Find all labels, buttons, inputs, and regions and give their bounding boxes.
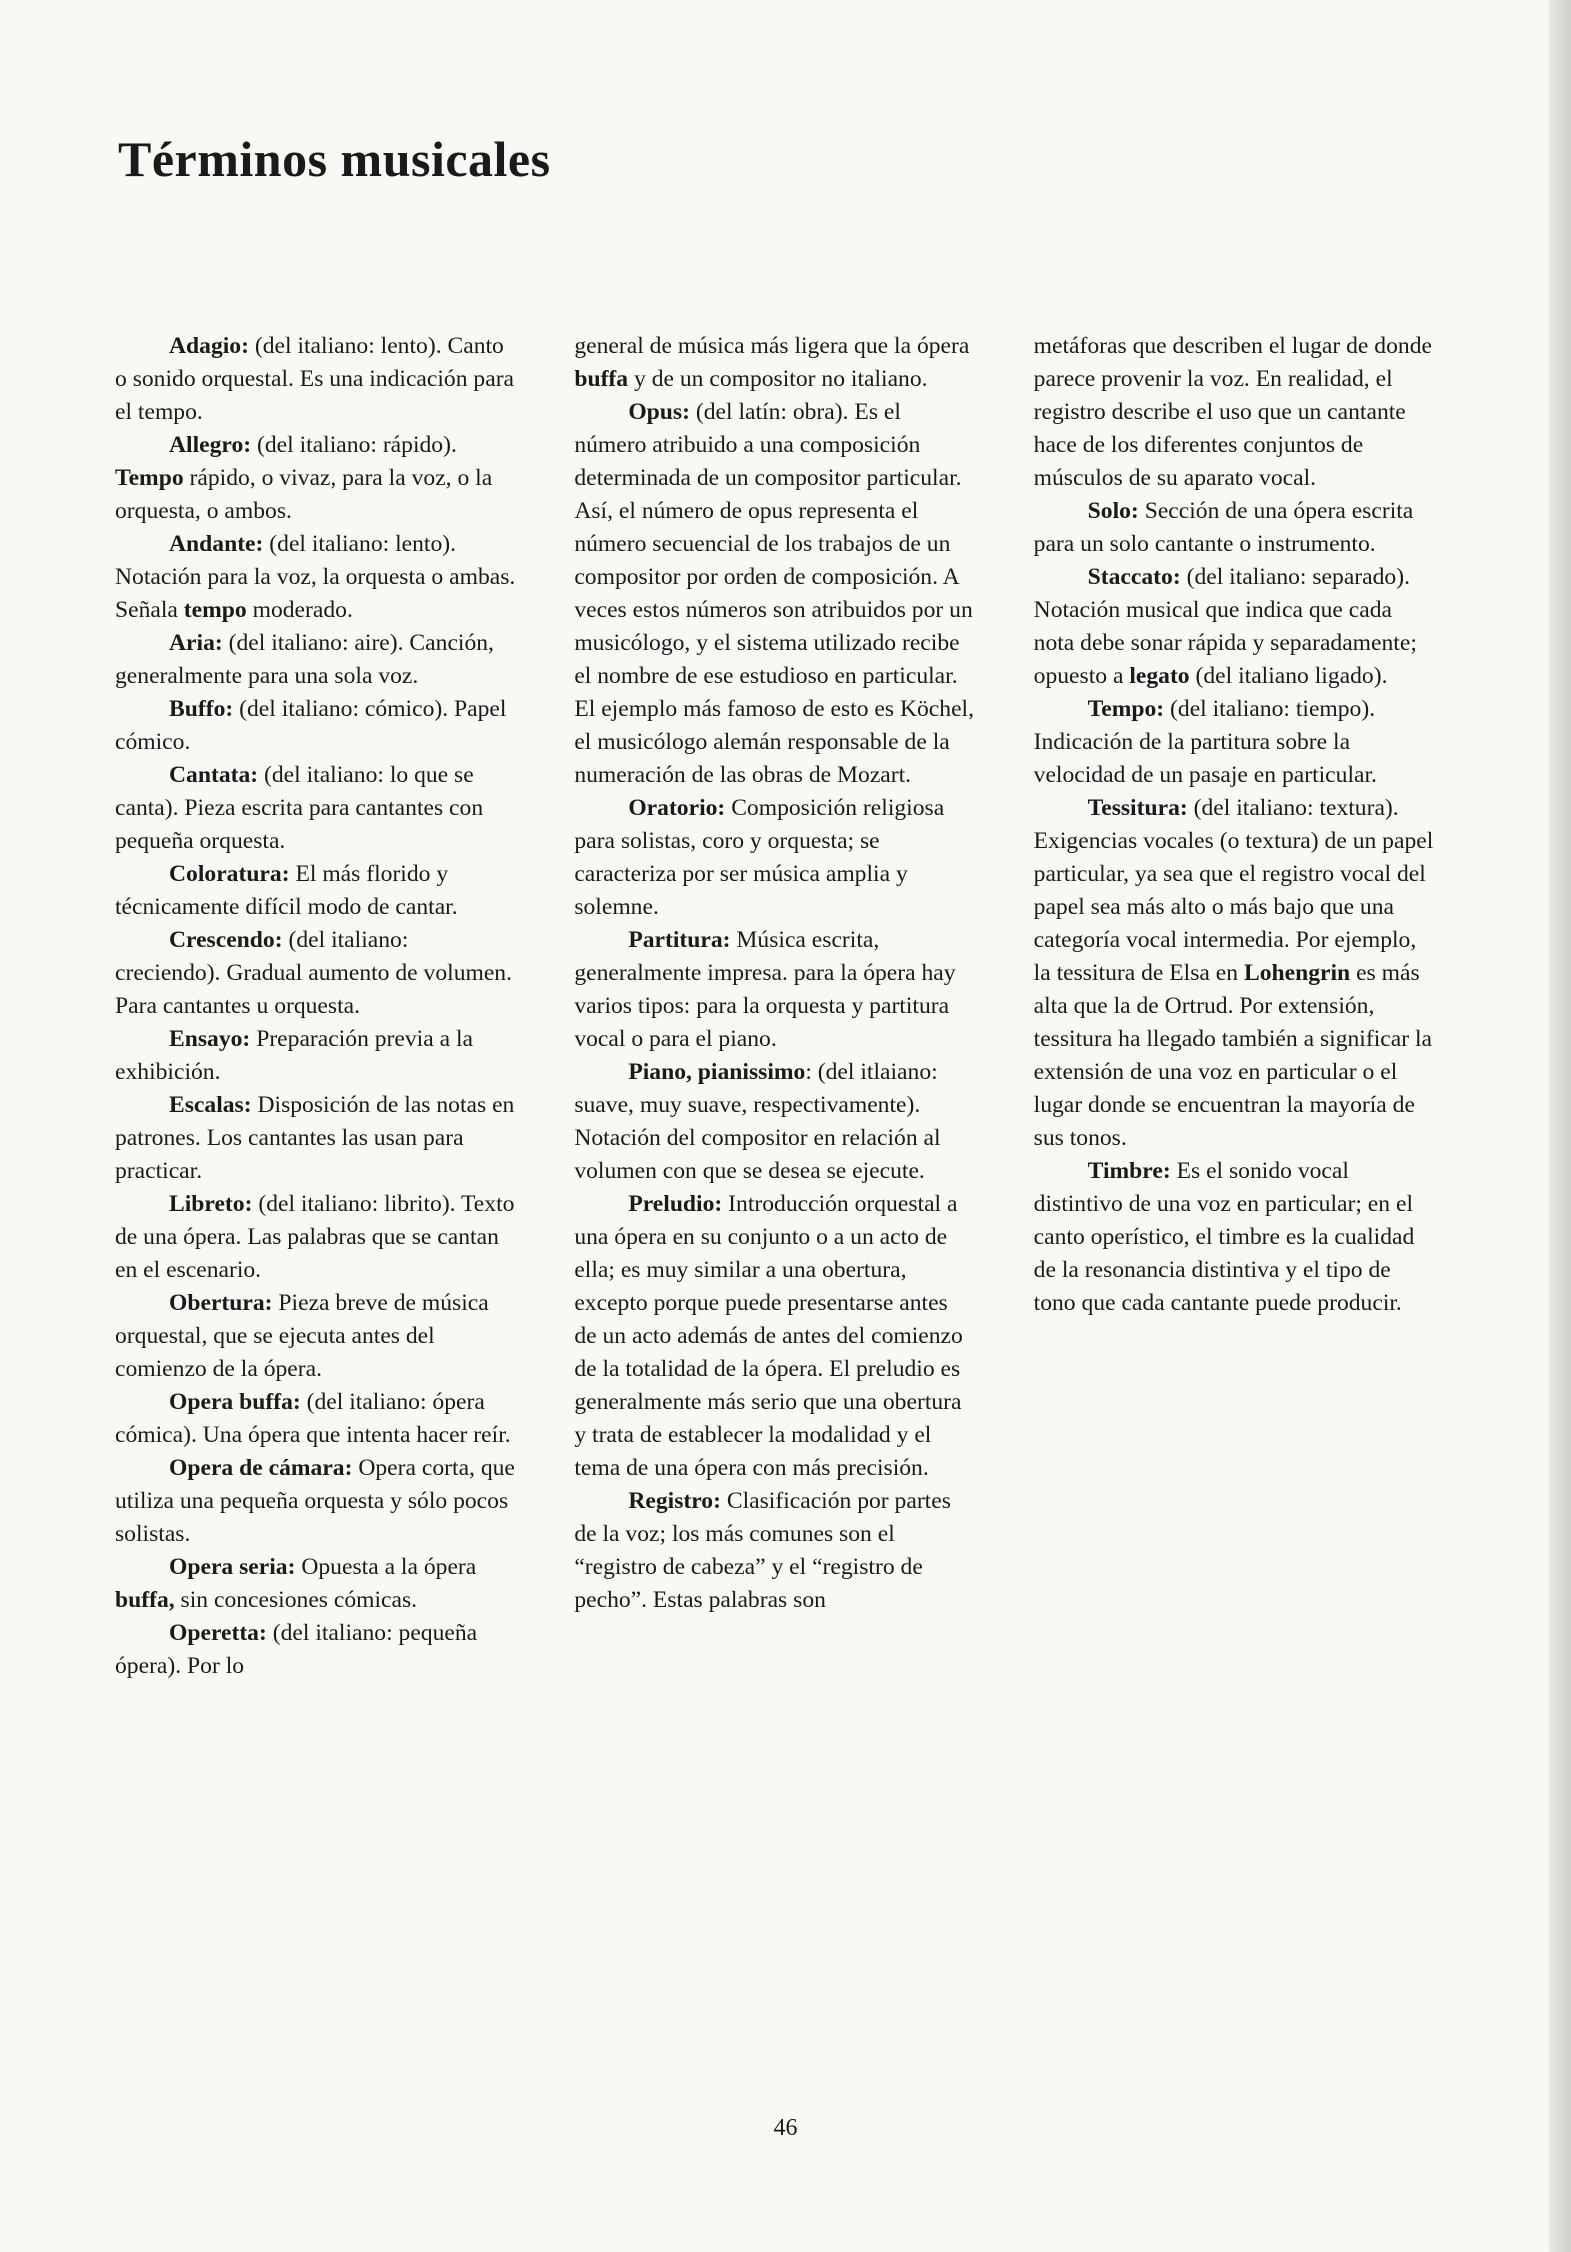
glossary-entry [115,627,516,693]
glossary-definition: (del italiano ligado). [1189,663,1388,689]
glossary-term: Opera buffa: [169,1389,301,1415]
glossary-term: Buffo: [169,696,234,722]
glossary-definition: (del italiano: separado). Notación musical que indica que cada nota debe sonar rápida y separadamente; opuesto a [1033,564,1417,689]
glossary-definition: Introducción orquestal a una ópera en su conjunto o a un acto de ella; es muy similar a una obertura, excepto porque puede presentarse antes de un acto además de antes del comienzo de la totalidad de la ópera. El preludio es generalmente más serio que una obertura y trata de establecer la modalidad y el tema de una ópera con más precisión. [574,1191,963,1481]
glossary-definition: (del italiano: rápido). [251,432,457,458]
glossary-definition: Es el sonido vocal distintivo de una voz en particular; en el canto operístico, el timbre es la cualidad de la resonancia distintiva y el tipo de tono que cada cantante puede producir. [1033,1158,1415,1316]
glossary-entry [115,1551,516,1617]
glossary-definition: y de un compositor no italiano. [628,366,928,392]
glossary-emphasis: buffa [574,366,629,392]
glossary-entry [115,759,516,858]
glossary-entry-continuation [574,330,975,396]
glossary-column-2 [574,330,975,1683]
glossary-entry [115,858,516,924]
glossary-entry [115,1386,516,1452]
glossary-emphasis: tempo [183,597,247,623]
glossary-term: Aria: [169,630,223,656]
glossary-emphasis: buffa, [115,1587,175,1613]
glossary-definition: (del italiano: cómico). Papel cómico. [115,696,507,755]
glossary-definition: El más florido y técnicamente difícil modo de cantar. [115,861,458,920]
glossary-definition: (del italiano: textura). Exigencias vocales (o textura) de un papel particular, ya sea que el registro vocal del papel sea más alto o más bajo que una categoría vocal intermedia. Por ejemplo, la tessitura de Elsa en [1033,795,1434,986]
glossary-entry [115,1617,516,1683]
glossary-definition: (del italiano: lo que se canta). Pieza escrita para cantantes con pequeña orquesta. [115,762,484,854]
glossary-definition: (del italiano: librito). Texto de una ópera. Las palabras que se cantan en el escenario. [115,1191,515,1283]
glossary-term: Allegro: [169,432,252,458]
glossary-entry [115,1023,516,1089]
glossary-emphasis: Lohengrin [1243,960,1351,986]
glossary-definition: Preparación previa a la exhibición. [115,1026,474,1085]
glossary-term: Libreto: [169,1191,253,1217]
glossary-entry [1034,1155,1435,1320]
glossary-term: Tessitura: [1087,795,1188,821]
glossary-term: Obertura: [169,1290,273,1316]
glossary-definition: Música escrita, generalmente impresa. para la ópera hay varios tipos: para la orquesta y partitura vocal o para el piano. [574,927,956,1052]
page-title: Términos musicales [118,131,551,187]
glossary-definition: Sección de una ópera escrita para un solo cantante o instrumento. [1033,498,1414,557]
glossary-term: Escalas: [169,1092,252,1118]
glossary-definition: rápido, o vivaz, para la voz, o la orquesta, o ambos. [115,465,493,524]
glossary-entry [574,792,975,924]
glossary-entry [574,924,975,1056]
glossary-emphasis: Tempo [115,465,184,491]
glossary-entry-continuation [1034,330,1435,495]
glossary-term: Preludio: [628,1191,723,1217]
glossary-definition: Opera corta, que utiliza una pequeña orquesta y sólo pocos solistas. [115,1455,515,1547]
glossary-entry [574,1056,975,1188]
glossary-entry [574,396,975,792]
glossary-entry [115,1452,516,1551]
page-number: 46 [773,2115,798,2141]
glossary-term: Cantata: [169,762,259,788]
glossary-entry [1034,495,1435,561]
glossary-entry [115,1287,516,1386]
glossary-term: Crescendo: [169,927,283,953]
glossary-term: Opera de cámara: [169,1455,353,1481]
glossary-definition: Opuesta a la ópera [295,1554,477,1580]
glossary-column-3 [1034,330,1435,1683]
glossary-definition: Disposición de las notas en patrones. Los cantantes las usan para practicar. [115,1092,515,1184]
glossary-term: Ensayo: [169,1026,251,1052]
glossary-entry [574,1485,975,1617]
glossary-term: Solo: [1087,498,1139,524]
glossary-entry [115,1188,516,1287]
glossary-term: Operetta: [169,1620,267,1646]
glossary-term: Opera seria: [169,1554,296,1580]
glossary-term: Opus: [628,399,690,425]
glossary-entry [1034,792,1435,1155]
glossary-definition: (del italiano: ópera cómica). Una ópera que intenta hacer reír. [115,1389,511,1448]
glossary-definition: moderado. [246,597,353,623]
glossary-definition: (del italiano: aire). Canción, generalmente para una sola voz. [115,630,494,689]
glossary-entry [115,693,516,759]
glossary-entry [115,1089,516,1188]
glossary-entry [1034,561,1435,693]
glossary-definition: metáforas que describen el lugar de donde parece provenir la voz. En realidad, el registro describe el uso que un cantante hace de los diferentes conjuntos de músculos de su aparato vocal. [1033,333,1432,491]
glossary-entry [574,1188,975,1485]
glossary-definition: sin concesiones cómicas. [174,1587,418,1613]
glossary-definition: es más alta que la de Ortrud. Por extensión, tessitura ha llegado también a significar la extensión de una voz en particular o el lugar donde se encuentran la mayoría de sus tonos. [1033,960,1432,1151]
glossary-definition: (del italiano: lento). Canto o sonido orquestal. Es una indicación para el tempo. [115,333,515,425]
glossary-definition: (del italiano: pequeña ópera). Por lo [115,1620,478,1679]
glossary-entry [115,528,516,627]
glossary-entry [1034,693,1435,792]
glossary-term: Timbre: [1087,1158,1171,1184]
glossary-entry [115,924,516,1023]
glossary-entry [115,330,516,429]
glossary-columns [115,330,1435,1683]
glossary-definition: (del latín: obra). Es el número atribuido a una composición determinada de un compositor particular. Así, el número de opus representa el número secuencial de los trabajos de un compositor por orden de composición. A veces estos números son atribuidos por un musicólogo, y el sistema utilizado recibe el nombre de ese estudioso en particular. El ejemplo más famoso de esto es Köchel, el musicólogo alemán responsable de la numeración de las obras de Mozart. [574,399,975,788]
glossary-term: Adagio: [169,333,249,359]
glossary-emphasis: legato [1129,663,1190,689]
glossary-term: Piano, pianissimo [628,1059,806,1085]
glossary-definition: Composición religiosa para solistas, coro y orquesta; se caracteriza por ser música amplia y solemne. [574,795,945,920]
glossary-term: Registro: [628,1488,721,1514]
glossary-term: Oratorio: [628,795,726,821]
glossary-term: Staccato: [1087,564,1181,590]
glossary-definition: Pieza breve de música orquestal, que se ejecuta antes del comienzo de la ópera. [115,1290,489,1382]
page-edge-shadow [1549,0,1571,2252]
glossary-term: Andante: [169,531,264,557]
glossary-term: Tempo: [1087,696,1165,722]
glossary-definition: general de música más ligera que la ópera [574,333,970,359]
glossary-term: Partitura: [628,927,731,953]
glossary-definition: (del italiano: tiempo). Indicación de la partitura sobre la velocidad de un pasaje en particular. [1033,696,1377,788]
glossary-definition: (del italiano: creciendo). Gradual aumento de volumen. Para cantantes u orquesta. [115,927,513,1019]
glossary-entry [115,429,516,528]
glossary-definition: (del italiano: lento). Notación para la voz, la orquesta o ambas. Señala [115,531,516,623]
glossary-definition: Clasificación por partes de la voz; los más comunes son el “registro de cabeza” y el “registro de pecho”. Estas palabras son [574,1488,951,1613]
glossary-column-1 [115,330,516,1683]
glossary-term: Coloratura: [169,861,290,887]
glossary-definition: : (del itlaiano: suave, muy suave, respectivamente). Notación del compositor en relación al volumen con que se desea se ejecute. [574,1059,941,1184]
